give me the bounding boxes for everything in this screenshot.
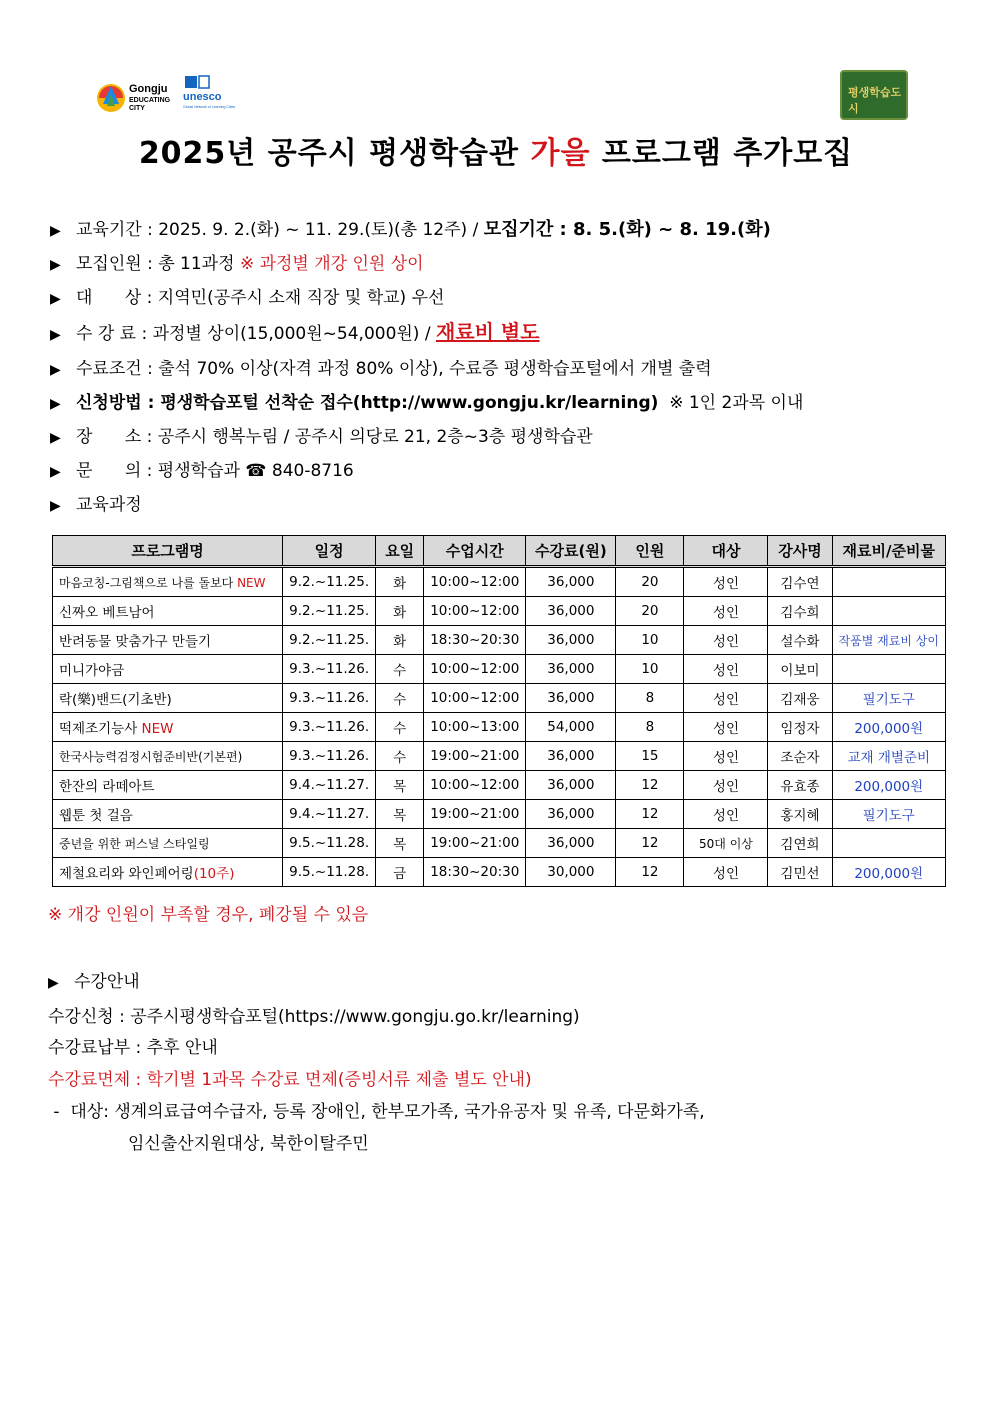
header-cell: 대상 (684, 536, 768, 567)
material-cell (832, 597, 946, 626)
target-cell: 성인 (684, 742, 768, 771)
fee-cell: 36,000 (526, 800, 616, 829)
guide-title: ▶ 수강안내 (48, 972, 140, 992)
teacher-cell: 김민선 (768, 858, 832, 887)
program-name-cell (53, 771, 283, 800)
schedule-cell: 9.3.~11.26. (283, 742, 376, 771)
schedule-cell: 9.3.~11.26. (283, 713, 376, 742)
time-cell: 10:00~13:00 (424, 713, 526, 742)
target-cell: 성인 (684, 684, 768, 713)
program-name: 신짜오 베트남어 (59, 605, 155, 621)
teacher-cell: 홍지혜 (768, 800, 832, 829)
day-cell: 수 (376, 684, 424, 713)
material-cell: 교재 개별준비 (832, 742, 946, 771)
schedule-cell: 9.3.~11.26. (283, 655, 376, 684)
guide-payment: 수강료납부 : 추후 안내 (48, 1038, 218, 1058)
table-row (53, 858, 946, 887)
day-cell: 수 (376, 742, 424, 771)
fee-cell: 36,000 (526, 684, 616, 713)
time-cell: 10:00~12:00 (424, 567, 526, 597)
gongju-unesco-logo (95, 72, 235, 122)
fee-cell: 36,000 (526, 655, 616, 684)
svg-text:unesco: unesco (183, 91, 222, 103)
material-cell: 200,000원 (832, 771, 946, 800)
target-cell: 성인 (684, 800, 768, 829)
teacher-cell: 임정자 (768, 713, 832, 742)
header-cell: 강사명 (768, 536, 832, 567)
table-row (53, 567, 946, 597)
program-name: 반려동물 맞춤가구 만들기 (59, 634, 212, 650)
target-cell: 성인 (684, 626, 768, 655)
day-cell: 화 (376, 626, 424, 655)
target-cell: 성인 (684, 567, 768, 597)
time-cell: 18:30~20:30 (424, 858, 526, 887)
target-cell: 성인 (684, 655, 768, 684)
fee-cell: 36,000 (526, 626, 616, 655)
table-row (53, 655, 946, 684)
fee-cell: 36,000 (526, 829, 616, 858)
teacher-cell: 조순자 (768, 742, 832, 771)
program-name-cell (53, 655, 283, 684)
program-name: 중년을 위한 퍼스널 스타일링 (59, 836, 210, 851)
program-name: 마음코칭-그림책으로 나를 돌보다 (59, 575, 238, 590)
material-cell: 필기도구 (832, 684, 946, 713)
day-cell: 목 (376, 800, 424, 829)
schedule-cell: 9.5.~11.28. (283, 858, 376, 887)
course-table (52, 535, 946, 887)
title-season: 가을 (530, 136, 591, 171)
time-cell: 19:00~21:00 (424, 829, 526, 858)
fee-cell: 30,000 (526, 858, 616, 887)
count-cell: 8 (616, 684, 684, 713)
info-fee: ▶ 수 강 료 : 과정별 상이(15,000원~54,000원) / 재료비 별도 (50, 320, 540, 344)
header-cell: 일정 (283, 536, 376, 567)
fee-cell: 36,000 (526, 742, 616, 771)
program-name: 한국사능력검정시험준비반(기본편) (59, 749, 243, 764)
day-cell: 수 (376, 655, 424, 684)
header-cell: 수업시간 (424, 536, 526, 567)
info-period: ▶ 교육기간 : 2025. 9. 2.(화) ~ 11. 29.(토)(총 12주) / 모집기간 : 8. 5.(화) ~ 8. 19.(화) (50, 219, 771, 240)
info-courses: ▶ 교육과정 (50, 495, 142, 515)
header-cell: 인원 (616, 536, 684, 567)
day-cell: 목 (376, 829, 424, 858)
program-name-cell (53, 800, 283, 829)
day-cell: 금 (376, 858, 424, 887)
material-cell: 작품별 재료비 상이 (832, 626, 946, 655)
table-row (53, 626, 946, 655)
schedule-cell: 9.5.~11.28. (283, 829, 376, 858)
time-cell: 10:00~12:00 (424, 684, 526, 713)
program-name: 미니가야금 (59, 663, 125, 679)
guide-exempt: 수강료면제 : 학기별 1과목 수강료 면제(증빙서류 제출 별도 안내) (48, 1070, 532, 1090)
day-cell: 화 (376, 567, 424, 597)
count-cell: 12 (616, 829, 684, 858)
table-row (53, 684, 946, 713)
count-cell: 10 (616, 626, 684, 655)
material-cell: 200,000원 (832, 858, 946, 887)
teacher-cell: 김수연 (768, 567, 832, 597)
gongju-emblem-icon (97, 84, 125, 112)
teacher-cell: 김수희 (768, 597, 832, 626)
info-recruit: ▶ 모집인원 : 총 11과정 ※ 과정별 개강 인원 상이 (50, 254, 424, 274)
time-cell: 10:00~12:00 (424, 597, 526, 626)
time-cell: 18:30~20:30 (424, 626, 526, 655)
cancellation-note: ※ 개강 인원이 부족할 경우, 폐강될 수 있음 (48, 905, 369, 925)
info-completion: ▶ 수료조건 : 출석 70% 이상(자격 과정 80% 이상), 수료증 평생학습포털에서 개별 출력 (50, 359, 712, 379)
day-cell: 수 (376, 713, 424, 742)
program-name-cell (53, 829, 283, 858)
svg-text:Global Network of Learning Cit: Global Network of Learning Cities (183, 105, 235, 109)
guide-target-line2: 임신출산지원대상, 북한이탈주민 (128, 1134, 369, 1154)
program-name-cell (53, 713, 283, 742)
program-name-cell (53, 684, 283, 713)
svg-text:EDUCATING: EDUCATING (129, 97, 171, 104)
unesco-temple-icon (185, 76, 197, 88)
program-name-cell (53, 597, 283, 626)
count-cell: 12 (616, 771, 684, 800)
table-row (53, 713, 946, 742)
target-cell: 성인 (684, 771, 768, 800)
table-header-row (53, 536, 946, 567)
program-name-cell (53, 742, 283, 771)
svg-text:Gongju: Gongju (129, 83, 168, 95)
target-cell: 성인 (684, 597, 768, 626)
target-cell: 성인 (684, 713, 768, 742)
count-cell: 15 (616, 742, 684, 771)
header-cell: 요일 (376, 536, 424, 567)
material-cell (832, 567, 946, 597)
lifelong-learning-city-badge: 평생학습도시 (840, 70, 908, 120)
time-cell: 10:00~12:00 (424, 771, 526, 800)
program-badge: (10주) (193, 866, 235, 882)
teacher-cell: 설수화 (768, 626, 832, 655)
info-contact: ▶ 문 의 : 평생학습과 ☎ 840-8716 (50, 461, 354, 481)
time-cell: 10:00~12:00 (424, 655, 526, 684)
teacher-cell: 김재웅 (768, 684, 832, 713)
target-cell: 성인 (684, 858, 768, 887)
count-cell: 12 (616, 858, 684, 887)
schedule-cell: 9.4.~11.27. (283, 771, 376, 800)
fee-cell: 36,000 (526, 771, 616, 800)
program-name-cell (53, 567, 283, 597)
schedule-cell: 9.3.~11.26. (283, 684, 376, 713)
table-row (53, 742, 946, 771)
table-row (53, 597, 946, 626)
guide-target-line1: - 대상: 생계의료급여수급자, 등록 장애인, 한부모가족, 국가유공자 및 유족, 다문화가족, (48, 1102, 705, 1122)
header-cell: 프로그램명 (53, 536, 283, 567)
fee-cell: 36,000 (526, 597, 616, 626)
program-badge: NEW (141, 721, 174, 737)
schedule-cell: 9.2.~11.25. (283, 626, 376, 655)
teacher-cell: 유효종 (768, 771, 832, 800)
teacher-cell: 김연희 (768, 829, 832, 858)
info-target: ▶ 대 상 : 지역민(공주시 소재 직장 및 학교) 우선 (50, 288, 445, 308)
target-cell: 50대 이상 (684, 829, 768, 858)
program-badge: NEW (237, 575, 266, 590)
time-cell: 19:00~21:00 (424, 742, 526, 771)
header-cell: 재료비/준비물 (832, 536, 946, 567)
schedule-cell: 9.4.~11.27. (283, 800, 376, 829)
fee-cell: 54,000 (526, 713, 616, 742)
program-name: 한잔의 라떼아트 (59, 779, 155, 795)
count-cell: 20 (616, 567, 684, 597)
program-name: 제철요리와 와인페어링 (59, 866, 194, 882)
schedule-cell: 9.2.~11.25. (283, 597, 376, 626)
guide-apply: 수강신청 : 공주시평생학습포털(https://www.gongju.go.kr/learning) (48, 1007, 580, 1027)
material-cell: 필기도구 (832, 800, 946, 829)
material-cell (832, 829, 946, 858)
header-cell: 수강료(원) (526, 536, 616, 567)
table-row (53, 829, 946, 858)
info-apply: ▶ 신청방법 : 평생학습포털 선착순 접수(http://www.gongju.kr/learning) ※ 1인 2과목 이내 (50, 393, 804, 413)
time-cell: 19:00~21:00 (424, 800, 526, 829)
fee-cell: 36,000 (526, 567, 616, 597)
day-cell: 화 (376, 597, 424, 626)
teacher-cell: 이보미 (768, 655, 832, 684)
program-name: 락(樂)밴드(기초반) (59, 692, 172, 708)
program-name-cell (53, 858, 283, 887)
table-row (53, 771, 946, 800)
program-name-cell (53, 626, 283, 655)
svg-text:CITY: CITY (129, 105, 145, 112)
program-name: 떡제조기능사 (59, 721, 142, 737)
count-cell: 12 (616, 800, 684, 829)
table-row (53, 800, 946, 829)
schedule-cell: 9.2.~11.25. (283, 567, 376, 597)
page-title: 2025년 공주시 평생학습관 가을 프로그램 추가모집 (138, 136, 854, 171)
material-cell (832, 655, 946, 684)
day-cell: 목 (376, 771, 424, 800)
info-place: ▶ 장 소 : 공주시 행복누림 / 공주시 의당로 21, 2층~3층 평생학습관 (50, 427, 593, 447)
count-cell: 10 (616, 655, 684, 684)
program-name: 웹툰 첫 걸음 (59, 808, 133, 824)
material-cell: 200,000원 (832, 713, 946, 742)
count-cell: 8 (616, 713, 684, 742)
count-cell: 20 (616, 597, 684, 626)
